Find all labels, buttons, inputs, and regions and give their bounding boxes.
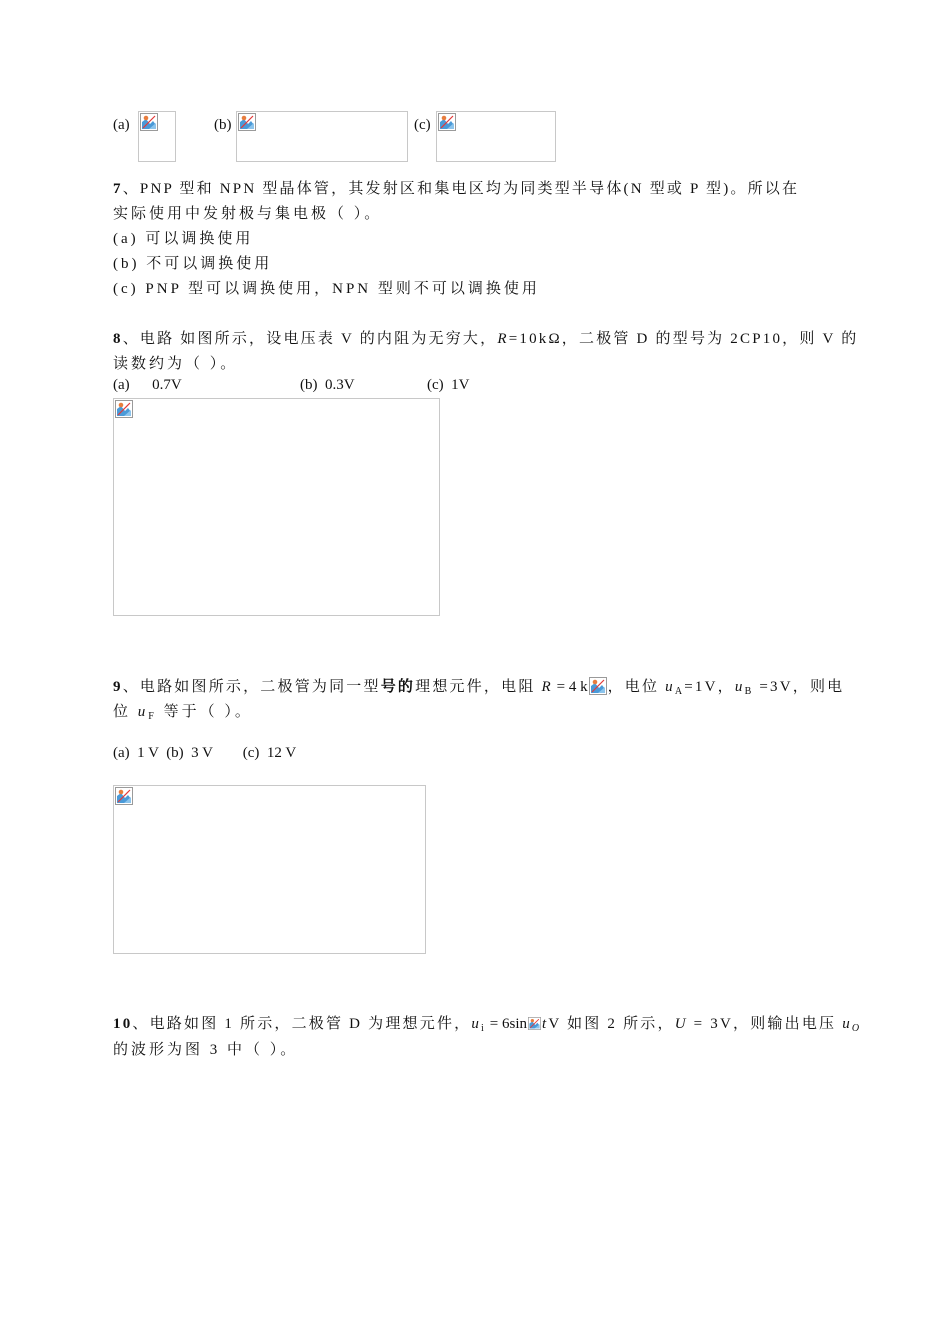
broken-image-icon xyxy=(115,400,133,418)
q7-option-b: (b) 不可以调换使用 xyxy=(113,256,273,272)
q7-option-a: (a) 可以调换使用 xyxy=(113,231,254,247)
q9-stem-line1: 9、电路如图所示，二极管为同一型号的理想元件，电阻 R = 4 k ，电位 $u_A=1V$，$u_B =3V$，则电 xyxy=(113,679,845,697)
broken-image-icon xyxy=(115,787,133,805)
broken-image-icon xyxy=(140,113,158,131)
omega-symbol-broken-icon xyxy=(589,677,607,695)
q10-number: 10 xyxy=(113,1016,133,1032)
q9-stem-line2: 位 $u_F$ 等于（ ）。 xyxy=(113,704,253,722)
q8-option-a: (a) 0.7V xyxy=(113,377,182,393)
option-a-label: (a) xyxy=(113,117,130,133)
q8-number: 8 xyxy=(113,331,123,347)
figure-b-image xyxy=(236,111,408,162)
q9-circuit-figure xyxy=(113,785,426,954)
option-b-label: (b) xyxy=(214,117,232,133)
q8-option-c: (c) 1V xyxy=(427,377,470,393)
q7-stem-line2: 实际使用中发射极与集电极（ ）。 xyxy=(113,206,383,222)
q10-stem-line1: 10、电路如图 1 所示，二极管 D 为理想元件，$u_i = 6\sin$ tV 如图 2 所示，U = 3V，则输出电压 $u_O$ xyxy=(113,1016,862,1034)
figure-a-image xyxy=(138,111,176,162)
q7-stem-line1: 7、PNP 型和 NPN 型晶体管，其发射区和集电区均为同类型半导体(N 型或 P 型)。所以在 xyxy=(113,181,800,197)
option-c-label: (c) xyxy=(414,117,431,133)
q7-option-c: (c) PNP 型可以调换使用，NPN 型则不可以调换使用 xyxy=(113,281,540,297)
q9-options: (a) 1 V (b) 3 V (c) 12 V xyxy=(113,745,297,761)
broken-image-icon xyxy=(438,113,456,131)
q10-stem-line2: 的波形为图 3 中（ ）。 xyxy=(113,1042,299,1058)
figure-c-image xyxy=(436,111,556,162)
omega-symbol-broken-icon xyxy=(528,1017,541,1030)
q8-stem-line1: 8、电路 如图所示，设电压表 V 的内阻为无穷大，R=10kΩ，二极管 D 的型号为 2CP10，则 V 的 xyxy=(113,331,859,347)
q7-number: 7 xyxy=(113,181,123,197)
broken-image-icon xyxy=(238,113,256,131)
q8-circuit-figure xyxy=(113,398,440,616)
q8-stem-line2: 读数约为（ ）。 xyxy=(113,356,239,372)
q9-number: 9 xyxy=(113,679,123,695)
q8-option-b: (b) 0.3V xyxy=(300,377,355,393)
